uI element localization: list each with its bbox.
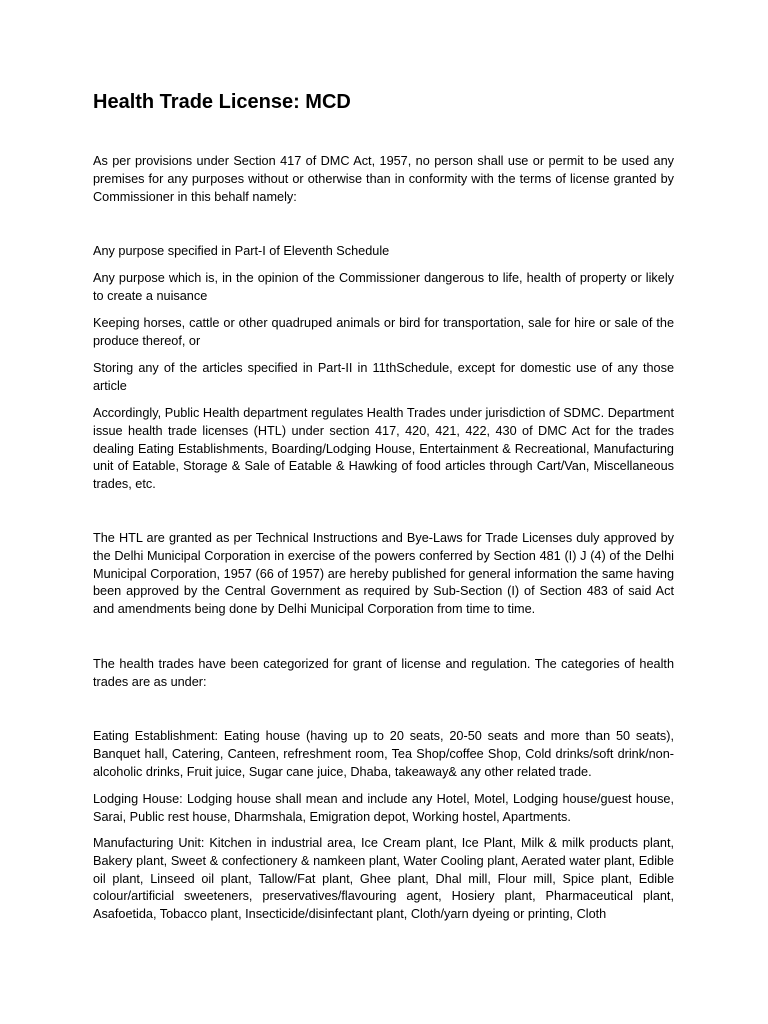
document-page — [93, 0, 674, 1024]
document-title: Health Trade License: MCD — [93, 91, 351, 113]
purpose-item-1: Any purpose specified in Part-I of Eleventh Schedule — [93, 244, 390, 258]
categories-intro-paragraph: The health trades have been categorized for grant of license and regulation. The categories of health trades are as under: — [93, 657, 674, 689]
purpose-item-3: Keeping horses, cattle or other quadruped animals or bird for transportation, sale for hire or sale of the produce thereof, or — [93, 316, 674, 348]
htl-granted-paragraph: The HTL are granted as per Technical Instructions and Bye-Laws for Trade Licenses duly approved by the Delhi Municipal Corporation in exercise of the powers conferred by Section 481 (I) J (4) of the Delhi Municipal Corporation, 1957 (66 of 1957) are hereby published for general information the same having been approved by the Central Government as required by Sub-Section (I) of Section 483 of said Act and amendments being done by Delhi Municipal Corporation from time to time. — [93, 531, 674, 617]
accordingly-paragraph: Accordingly, Public Health department regulates Health Trades under jurisdiction of SDMC. Department issue health trade licenses (HTL) under section 417, 420, 421, 422, 430 of DMC Act for the trades dealing Eating Establishments, Boarding/Lodging House, Entertainment & Recreational, Manufacturing unit of Eatable, Storage & Sale of Eatable & Hawking of food articles through Cart/Van, Miscellaneous trades, etc. — [93, 406, 674, 492]
category-eating-establishment: Eating Establishment: Eating house (having up to 20 seats, 20-50 seats and more than 50 seats), Banquet hall, Catering, Canteen, refreshment room, Tea Shop/coffee Shop, Cold drinks/soft drink/non-alcoholic drinks, Fruit juice, Sugar cane juice, Dhaba, takeaway& any other related trade. — [93, 729, 674, 779]
intro-paragraph: As per provisions under Section 417 of DMC Act, 1957, no person shall use or permit to be used any premises for any purposes without or otherwise than in conformity with the terms of license granted by Commissioner in this behalf namely: — [93, 154, 674, 204]
category-lodging-house: Lodging House: Lodging house shall mean and include any Hotel, Motel, Lodging house/guest house, Sarai, Public rest house, Dharmshala, Emigration depot, Working hostel, Apartments. — [93, 792, 674, 824]
category-manufacturing-unit: Manufacturing Unit: Kitchen in industrial area, Ice Cream plant, Ice Plant, Milk & milk products plant, Bakery plant, Sweet & confectionery & namkeen plant, Water Cooling plant, Aerated water plant, Edible oil plant, Linseed oil plant, Tallow/Fat plant, Ghee plant, Dhal mill, Flour mill, Spice plant, Edible colour/artificial sweeteners, preservatives/flavouring agent, Hosiery plant, Pharmaceutical plant, Asafoetida, Tobacco plant, Insecticide/disinfectant plant, Cloth/yarn dyeing or printing, Cloth — [93, 836, 674, 922]
purpose-item-2: Any purpose which is, in the opinion of the Commissioner dangerous to life, health of property or likely to create a nuisance — [93, 271, 674, 303]
purpose-item-4: Storing any of the articles specified in Part-II in 11thSchedule, except for domestic use of any those article — [93, 361, 674, 393]
